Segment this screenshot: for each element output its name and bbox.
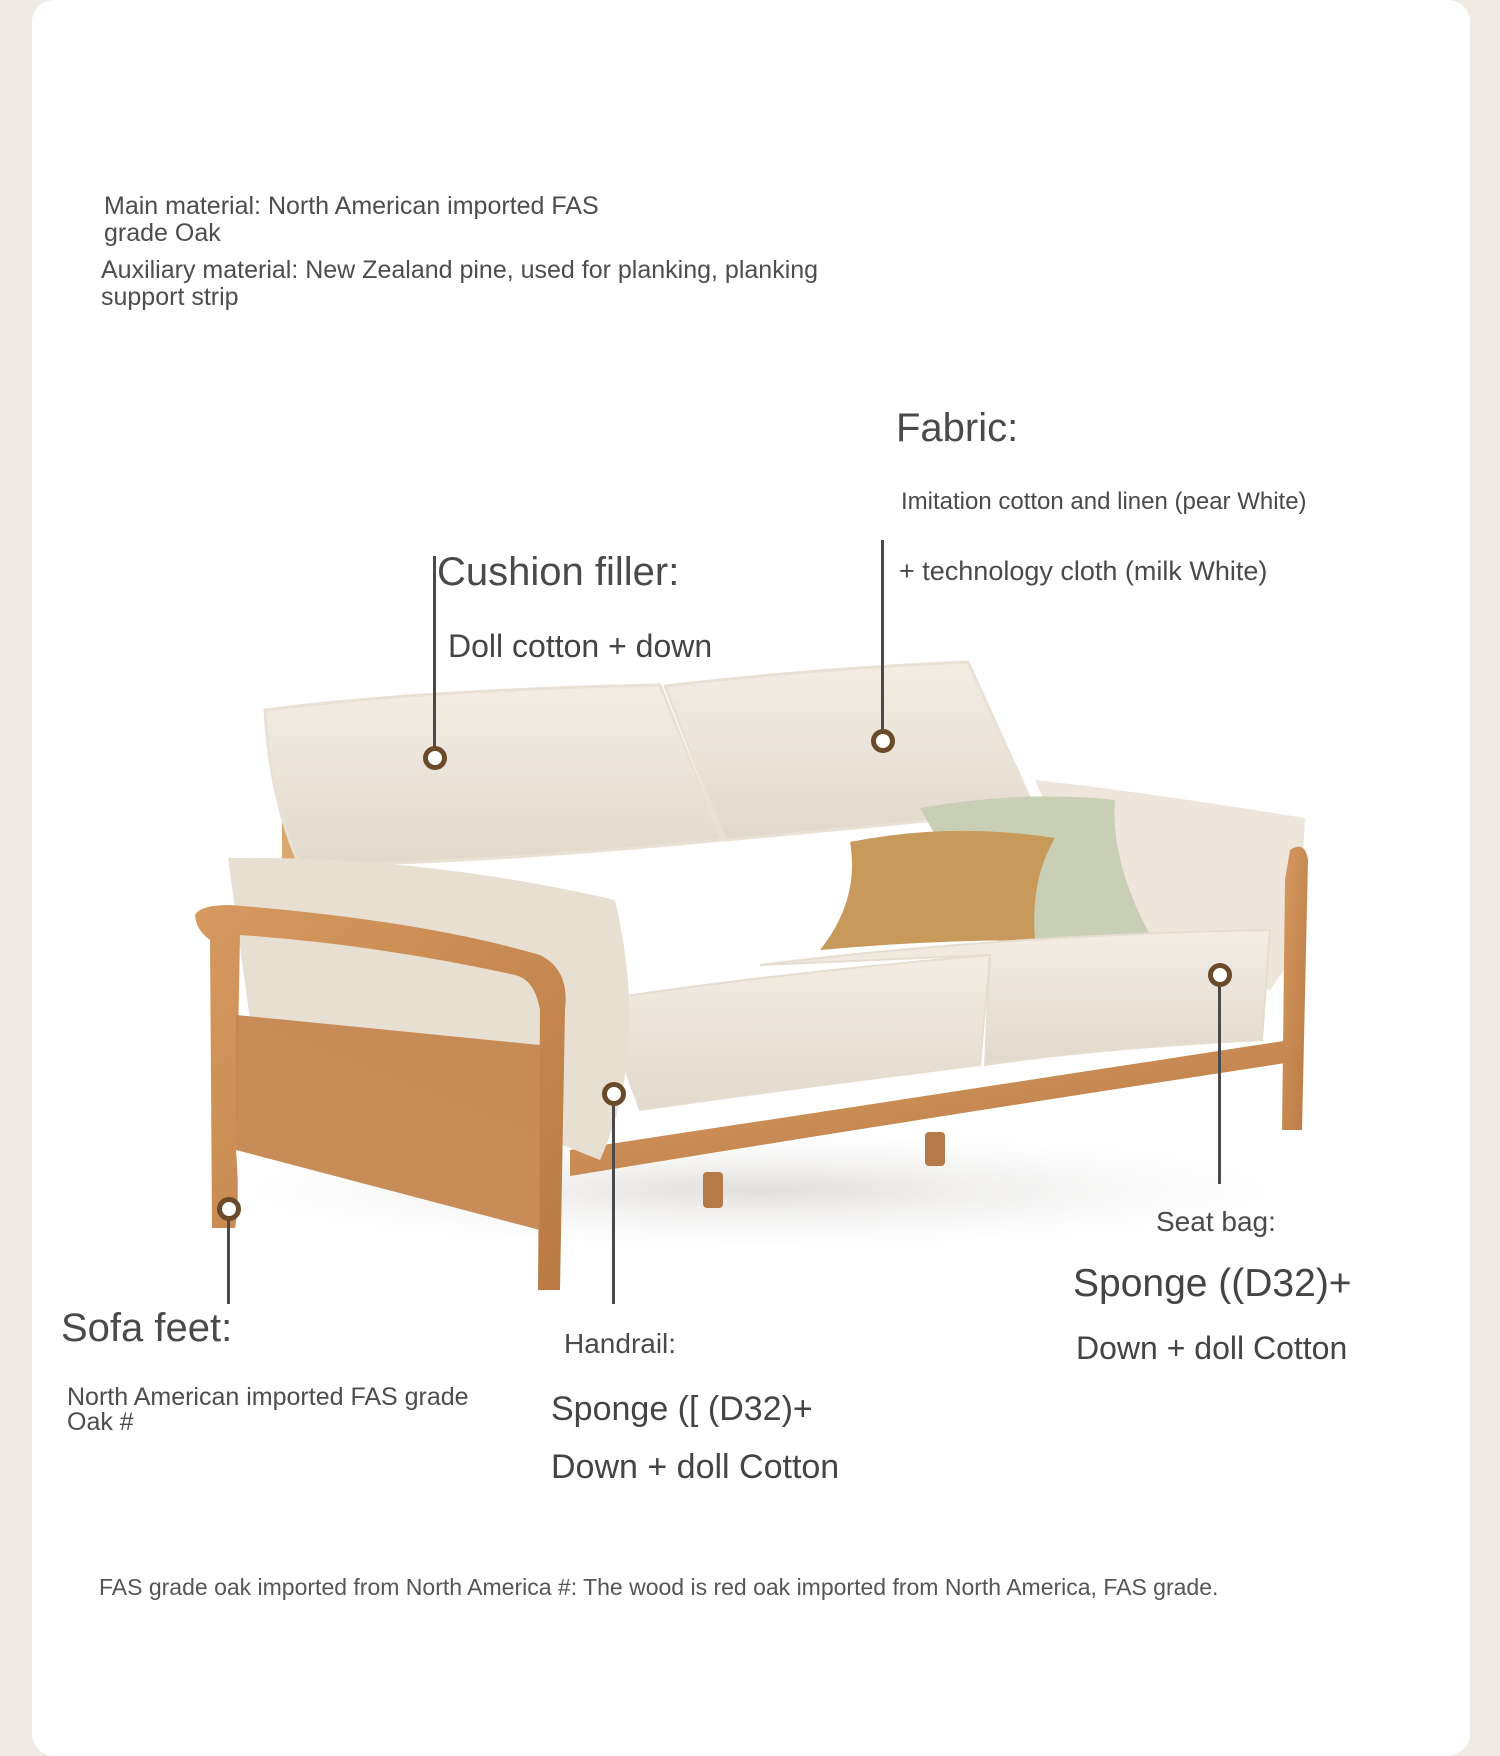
sofa-feet-marker-dot [217,1197,241,1221]
sofa-feet-line2: Oak # [67,1408,134,1436]
mustard-pillow [820,831,1055,950]
handrail-leader-line [612,1094,615,1304]
cushion-leader-line [433,556,436,748]
back-cushion-left [265,685,722,866]
cushion-value: Doll cotton + down [448,628,713,664]
sofa-foot-back [925,1132,945,1166]
sofa-foot-middle [703,1172,723,1208]
fabric-marker-dot [871,729,895,753]
handrail-marker-dot [602,1082,626,1106]
fabric-leader-line [881,540,884,738]
seat-bag-line1: Sponge ((D32)+ [1073,1262,1352,1305]
aux-material-line2: support strip [101,283,239,311]
seat-bag-line2: Down + doll Cotton [1076,1330,1348,1366]
cushion-marker-dot [423,746,447,770]
right-arm-wood [1282,847,1308,1130]
seat-bag-leader-line [1218,976,1221,1184]
main-material-line2: grade Oak [104,219,221,247]
fabric-line2: + technology cloth (milk White) [899,556,1268,586]
sofa-feet-title: Sofa feet: [61,1306,233,1350]
cushion-title: Cushion filler: [437,550,680,594]
fabric-line1: Imitation cotton and linen (pear White) [901,488,1307,515]
seat-bag-title: Seat bag: [1156,1206,1276,1237]
main-material-line1: Main material: North American imported FAS [104,192,599,220]
fabric-title: Fabric: [896,406,1019,450]
handrail-title: Handrail: [564,1328,677,1359]
seat-bag-marker-dot [1208,963,1232,987]
aux-material-line1: Auxiliary material: New Zealand pine, used for planking, planking [101,256,819,284]
handrail-line1: Sponge ([ (D32)+ [551,1390,813,1428]
sofa-feet-line1: North American imported FAS grade [67,1383,469,1411]
seat-cushion-left [600,955,990,1110]
sofa-feet-leader-line [227,1208,230,1304]
handrail-line2: Down + doll Cotton [551,1448,840,1486]
footnote: FAS grade oak imported from North America #: The wood is red oak imported from North America, FAS grade. [99,1574,1219,1600]
